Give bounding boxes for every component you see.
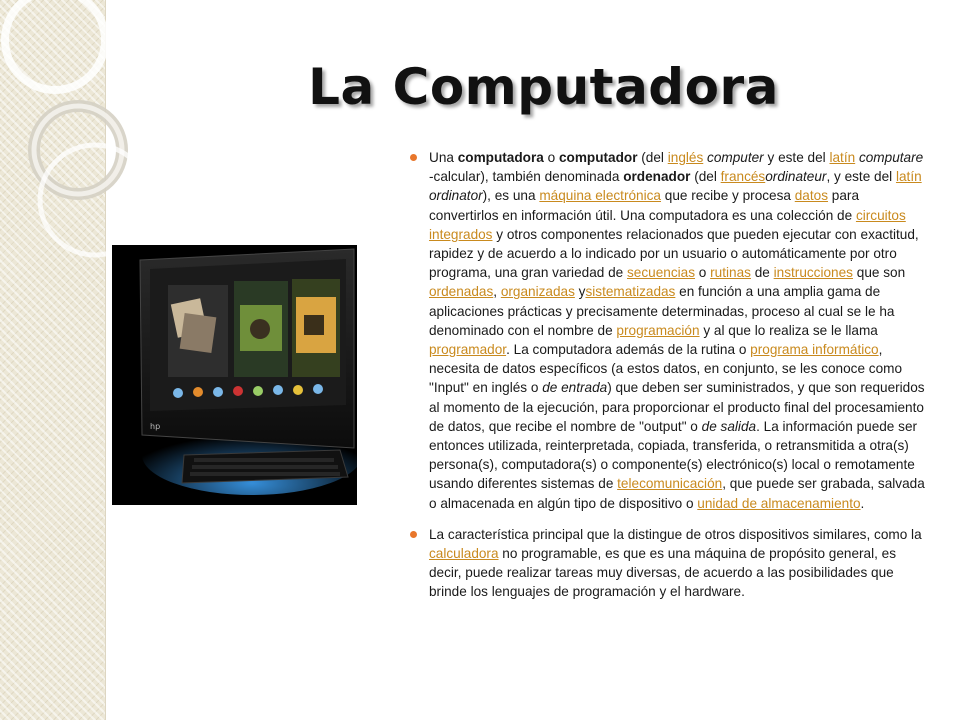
- link-programa-informatico[interactable]: programa informático: [750, 342, 879, 358]
- computer-photo: [112, 245, 357, 505]
- link-telecomunicacion[interactable]: telecomunicación: [617, 476, 723, 492]
- link-maquina-electronica[interactable]: máquina electrónica: [539, 188, 661, 204]
- link-instrucciones[interactable]: instrucciones: [773, 265, 853, 281]
- link-ingles[interactable]: inglés: [667, 150, 704, 165]
- link-rutinas[interactable]: rutinas: [710, 265, 751, 281]
- bullet-list: [410, 148, 928, 602]
- link-frances[interactable]: francés: [720, 169, 766, 185]
- link-programador[interactable]: programador: [429, 342, 507, 358]
- bullet-item-definition: Una computadora o computador (del inglés computer y este del latín computare -calcular), también denominada ordenador (del francésordinateur, y este del latín ordinator), es una máquina electrónica que recibe y procesa datos para convertirlos en información útil. Una computadora es una colección de circuitos integrados y otros componentes relacionados que pueden ejecutar con exactitud, rapidez y de acuerdo a lo indicado por un usuario o automáticamente por otro programa, una gran variedad de secuencias o rutinas de instrucciones que son ordenadas, organizadas ysistematizadas en función a una amplia gama de aplicaciones prácticas y precisamente determinadas, proceso al cual se le ha denominado con el nombre de programación y al que lo realiza se le llama programador. La computadora además de la rutina o programa informático, necesita de datos específicos (a estos datos, en conjunto, se les conoce como "Input" en inglés o de entrada) que deben ser suministrados, y que son requeridos al momento de la ejecución, para proporcionar el producto final del procesamiento de datos, que recibe el nombre de "output" o de salida. La información puede ser entonces utilizada, reinterpretada, copiada, transferida, o retransmitida a otra(s) persona(s), computadora(s) o componente(s) electrónico(s) local o remotamente usando diferentes sistemas de telecomunicación, que puede ser grabada, salvada o almacenada en algún tipo de dispositivo o unidad de almacenamiento.: [410, 148, 928, 513]
- link-circuitos-integrados[interactable]: circuitos integrados: [429, 207, 906, 242]
- bullet-icon: [410, 154, 417, 161]
- link-datos[interactable]: datos: [794, 188, 829, 204]
- link-ordenadas[interactable]: ordenadas: [429, 284, 494, 300]
- link-programacion[interactable]: programación: [616, 322, 700, 338]
- link-sistematizadas[interactable]: sistematizadas: [585, 284, 676, 300]
- link-organizadas[interactable]: organizadas: [500, 284, 575, 300]
- link-latin[interactable]: latín: [829, 150, 856, 165]
- link-latin-2[interactable]: latín: [895, 169, 922, 185]
- link-secuencias[interactable]: secuencias: [627, 265, 696, 281]
- bullet-icon: [410, 531, 417, 538]
- link-unidad-de-almacenamiento[interactable]: unidad de almacenamiento: [697, 495, 861, 511]
- link-calculadora[interactable]: calculadora: [429, 546, 499, 562]
- hp-logo-text: hp: [150, 422, 161, 431]
- bullet-item-characteristic: La característica principal que la distingue de otros dispositivos similares, como la calculadora no programable, es que es una máquina de propósito general, es decir, puede realizar tareas muy diversas, de acuerdo a las posibilidades que brinde los lenguajes de programación y el hardware.: [410, 525, 928, 602]
- slide-body: [410, 148, 928, 614]
- slide-title: La Computadora: [308, 58, 779, 116]
